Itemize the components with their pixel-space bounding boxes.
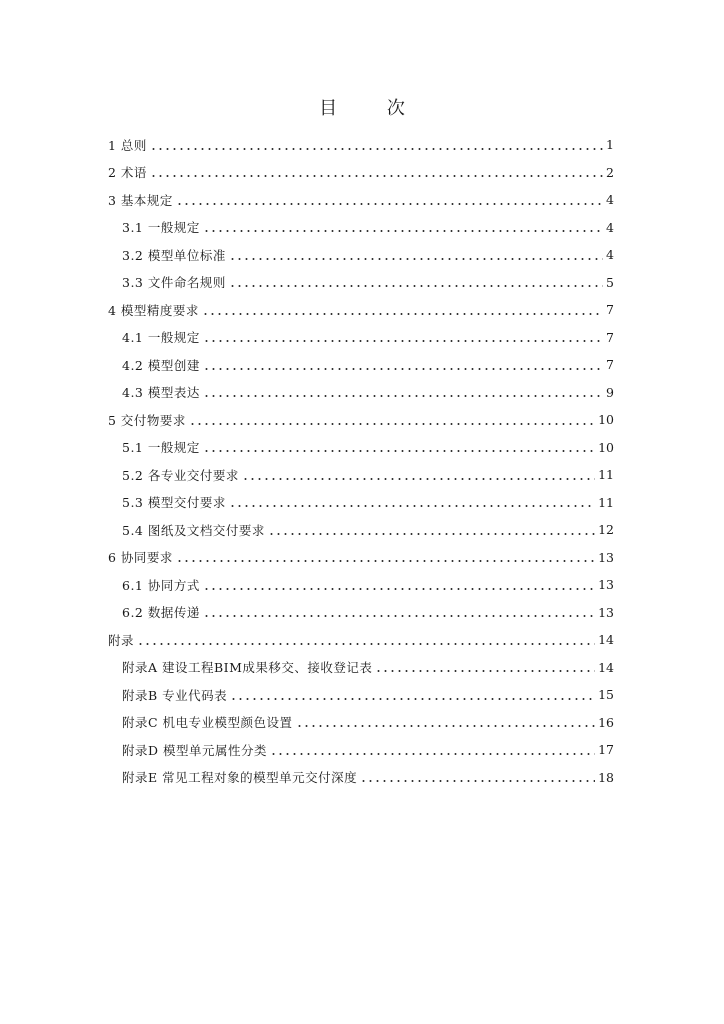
toc-entry-label: 4 模型精度要求 (108, 302, 199, 318)
toc-entry-page-number: 18 (598, 769, 614, 785)
toc-entry-label: 附录A 建设工程BIM成果移交、接收登记表 (122, 660, 373, 676)
toc-entry-page-number: 11 (598, 467, 614, 483)
toc-title: 目 次 (319, 98, 427, 119)
toc-entry-page-number: 17 (598, 742, 614, 758)
toc-entry-page-number: 13 (598, 549, 614, 565)
toc-entry[interactable] (108, 269, 614, 297)
toc-entry-label: 4.3 模型表达 (122, 385, 200, 401)
toc-entry[interactable] (108, 709, 614, 737)
toc-entry-page-number: 13 (598, 604, 614, 620)
toc-dot-leader (176, 560, 595, 562)
toc-dot-leader (203, 368, 603, 370)
toc-entry-page-number: 12 (598, 522, 614, 538)
toc-entry-label: 5.3 模型交付要求 (122, 495, 226, 511)
toc-entry[interactable] (108, 241, 614, 269)
toc-entry-label: 5.2 各专业交付要求 (122, 467, 239, 483)
toc-entry-page-number: 5 (606, 274, 614, 290)
toc-dot-leader (242, 478, 595, 480)
toc-entry-page-number: 10 (598, 439, 614, 455)
toc-dot-leader (202, 313, 603, 315)
toc-dot-leader (203, 588, 595, 590)
toc-entry[interactable] (108, 131, 614, 159)
toc-entry[interactable] (108, 351, 614, 379)
toc-entry-page-number: 14 (598, 632, 614, 648)
toc-dot-leader (296, 725, 596, 727)
toc-entry[interactable] (108, 764, 614, 792)
toc-entry-label: 3 基本规定 (108, 192, 173, 208)
toc-entry[interactable] (108, 296, 614, 324)
toc-entry[interactable] (108, 324, 614, 352)
toc-dot-leader (230, 698, 595, 700)
toc-entry-page-number: 10 (598, 412, 614, 428)
toc-dot-leader (203, 230, 603, 232)
toc-entry-label: 4.1 一般规定 (122, 330, 200, 346)
toc-entry[interactable] (108, 626, 614, 654)
toc-entry-label: 3.1 一般规定 (122, 220, 200, 236)
toc-dot-leader (203, 450, 595, 452)
toc-dot-leader (270, 753, 595, 755)
toc-entry-label: 6.1 协同方式 (122, 577, 200, 593)
toc-dot-leader (137, 643, 595, 645)
toc-dot-leader (203, 615, 595, 617)
toc-dot-leader (375, 670, 595, 672)
toc-entry-page-number: 13 (598, 577, 614, 593)
toc-entry-page-number: 7 (606, 302, 614, 318)
toc-dot-leader (229, 258, 603, 260)
toc-entry-page-number: 4 (606, 219, 614, 235)
toc-entry-page-number: 2 (606, 164, 614, 180)
toc-entry-label: 3.2 模型单位标准 (122, 247, 226, 263)
toc-dot-leader (229, 285, 603, 287)
toc-entry-page-number: 4 (606, 247, 614, 263)
toc-entry-label: 6 协同要求 (108, 550, 173, 566)
toc-dot-leader (176, 203, 603, 205)
toc-dot-leader (229, 505, 595, 507)
toc-entry[interactable] (108, 544, 614, 572)
toc-entry-page-number: 9 (606, 384, 614, 400)
toc-entry-page-number: 14 (598, 659, 614, 675)
toc-entry-label: 1 总则 (108, 137, 147, 153)
toc-entry[interactable] (108, 159, 614, 187)
toc-entry[interactable] (108, 434, 614, 462)
toc-entry[interactable] (108, 599, 614, 627)
toc-entry-label: 附录D 模型单元属性分类 (122, 742, 267, 758)
toc-entry[interactable] (108, 214, 614, 242)
toc-entry[interactable] (108, 571, 614, 599)
toc-entry-page-number: 16 (598, 714, 614, 730)
toc-entry-label: 附录B 专业代码表 (122, 687, 228, 703)
toc-dot-leader (203, 340, 603, 342)
toc-entry-label: 6.2 数据传递 (122, 605, 200, 621)
toc-entry[interactable] (108, 516, 614, 544)
toc-dot-leader (150, 175, 603, 177)
toc-entry[interactable] (108, 461, 614, 489)
toc-entry-label: 5.4 图纸及文档交付要求 (122, 522, 265, 538)
toc-dot-leader (203, 395, 603, 397)
toc-entry[interactable] (108, 186, 614, 214)
toc-dot-leader (268, 533, 595, 535)
toc-dot-leader (189, 423, 595, 425)
toc-entry-label: 附录E 常见工程对象的模型单元交付深度 (122, 770, 358, 786)
toc-entry-label: 2 术语 (108, 165, 147, 181)
toc-entry-page-number: 7 (606, 357, 614, 373)
toc-entry-label: 4.2 模型创建 (122, 357, 200, 373)
toc-entry[interactable] (108, 654, 614, 682)
toc-entry-label: 附录 (108, 632, 135, 648)
toc-entry-label: 5.1 一般规定 (122, 440, 200, 456)
toc-entry-page-number: 1 (606, 137, 614, 153)
toc-entry-page-number: 4 (606, 192, 614, 208)
toc-entry[interactable] (108, 379, 614, 407)
toc-dot-leader (360, 780, 595, 782)
toc-list (108, 131, 614, 791)
toc-entry-page-number: 15 (598, 687, 614, 703)
toc-entry-label: 3.3 文件命名规则 (122, 275, 226, 291)
toc-entry[interactable] (108, 406, 614, 434)
toc-entry-page-number: 7 (606, 329, 614, 345)
toc-entry-label: 附录C 机电专业模型颜色设置 (122, 715, 293, 731)
toc-entry[interactable] (108, 736, 614, 764)
toc-entry[interactable] (108, 681, 614, 709)
toc-entry-page-number: 11 (598, 494, 614, 510)
toc-dot-leader (150, 148, 603, 150)
toc-entry-label: 5 交付物要求 (108, 412, 186, 428)
toc-entry[interactable] (108, 489, 614, 517)
